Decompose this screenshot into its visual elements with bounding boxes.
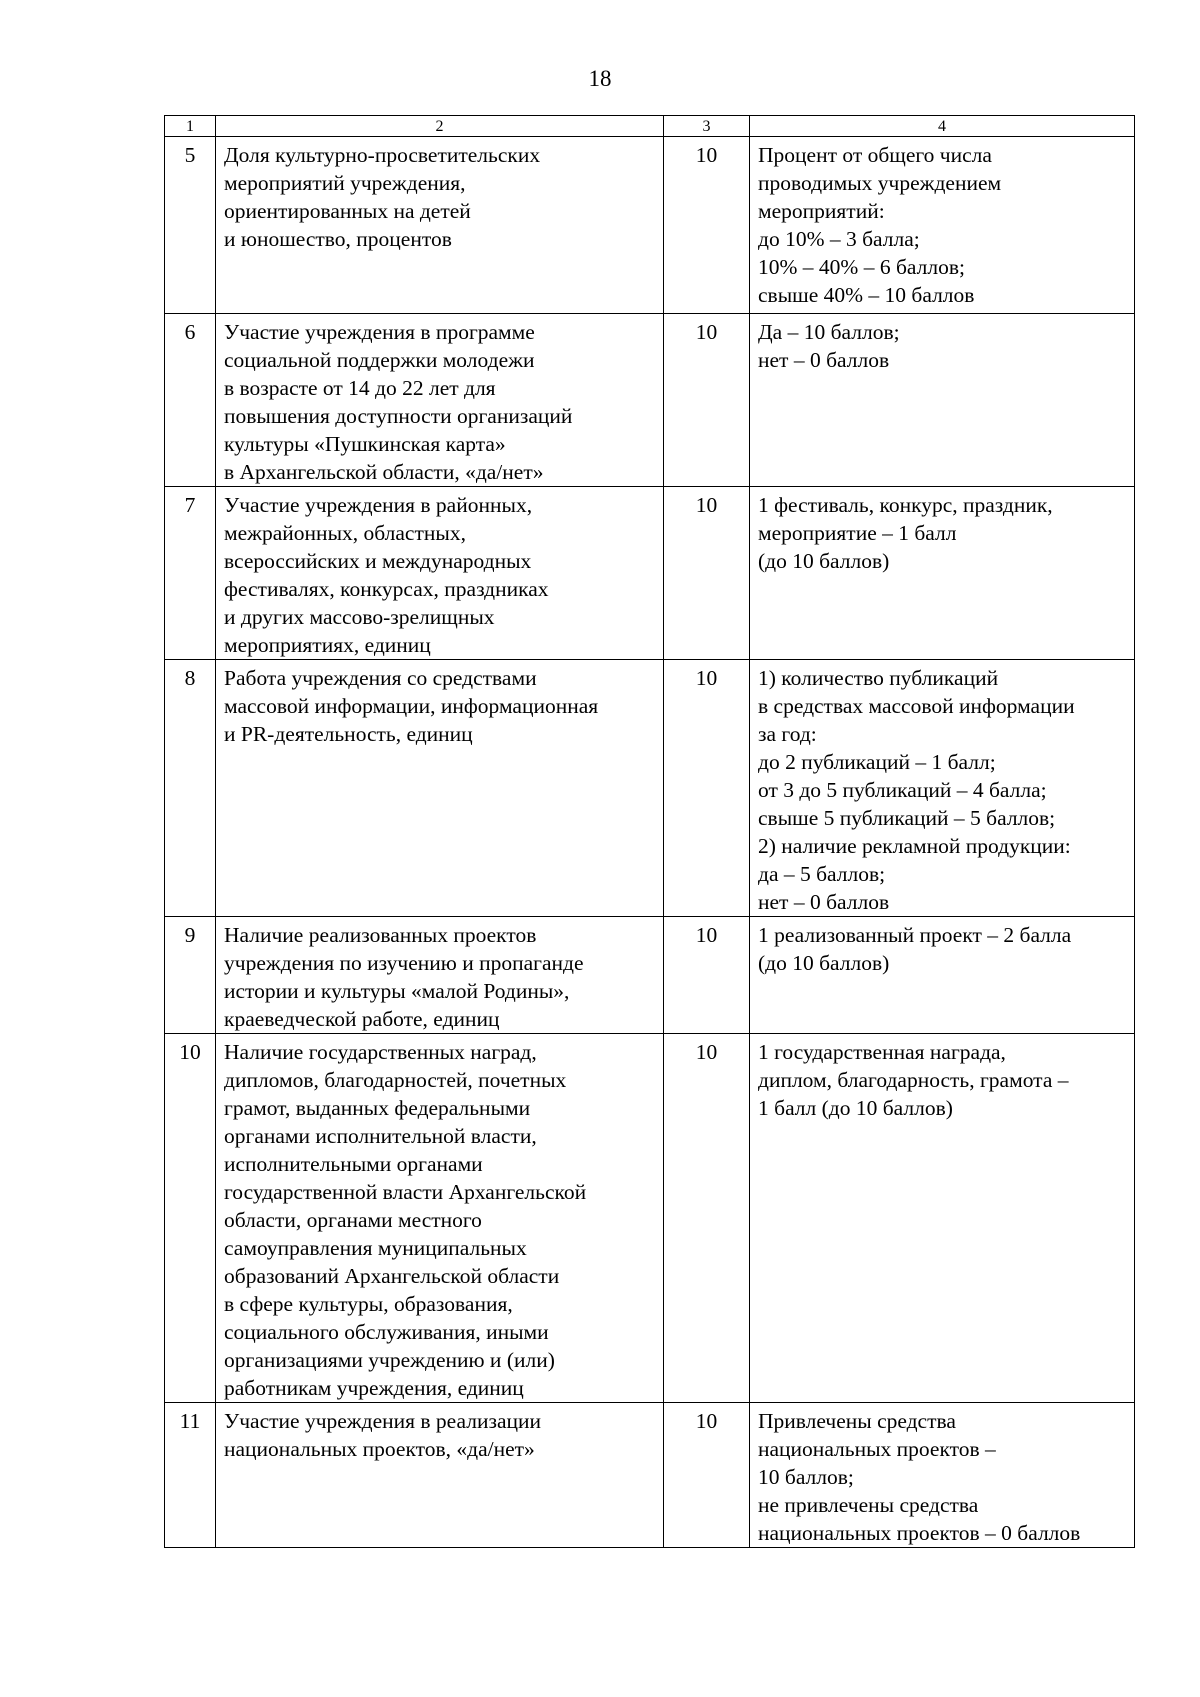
scoring-cell — [750, 314, 1135, 487]
criterion-line: учреждения по изучению и пропаганде — [224, 951, 584, 975]
row-number: 10 — [165, 1034, 216, 1403]
criterion-line: самоуправления муниципальных — [224, 1236, 527, 1260]
scoring-line: (до 10 баллов) — [758, 549, 890, 573]
criterion-line: Доля культурно-просветительских — [224, 143, 541, 167]
criterion-line: органами исполнительной власти, — [224, 1124, 537, 1148]
scoring-line: национальных проектов – — [758, 1437, 996, 1461]
scoring-line: 1 государственная награда, — [758, 1040, 1006, 1064]
criterion-line: государственной власти Архангельской — [224, 1180, 587, 1204]
criterion-cell — [216, 917, 664, 1034]
table-row — [165, 1034, 1135, 1403]
scoring-line: 2) наличие рекламной продукции: — [758, 834, 1071, 858]
max-points-cell: 10 — [664, 1034, 750, 1403]
scoring-line: нет – 0 баллов — [758, 348, 890, 372]
criterion-cell — [216, 137, 664, 314]
row-number: 9 — [165, 917, 216, 1034]
table-row — [165, 917, 1135, 1034]
criterion-cell — [216, 660, 664, 917]
table-row — [165, 1403, 1135, 1548]
criterion-line: ориентированных на детей — [224, 199, 471, 223]
scoring-line: Процент от общего числа — [758, 143, 992, 167]
scoring-line: не привлечены средства — [758, 1493, 979, 1517]
scoring-line: проводимых учреждением — [758, 171, 1002, 195]
scoring-line: мероприятие – 1 балл — [758, 521, 957, 545]
scoring-line: свыше 5 публикаций – 5 баллов; — [758, 806, 1056, 830]
scoring-line: (до 10 баллов) — [758, 951, 890, 975]
column-header-2: 2 — [216, 116, 664, 137]
scoring-line: 1 балл (до 10 баллов) — [758, 1096, 953, 1120]
criterion-line: в возрасте от 14 до 22 лет для — [224, 376, 496, 400]
scoring-cell — [750, 1403, 1135, 1548]
column-header-1: 1 — [165, 116, 216, 137]
scoring-line: в средствах массовой информации — [758, 694, 1075, 718]
table-row — [165, 660, 1135, 917]
criterion-line: межрайонных, областных, — [224, 521, 466, 545]
scoring-line: Привлечены средства — [758, 1409, 956, 1433]
scoring-line: 1 реализованный проект – 2 балла — [758, 923, 1072, 947]
scoring-cell — [750, 137, 1135, 314]
criterion-line: в сфере культуры, образования, — [224, 1292, 513, 1316]
criterion-line: всероссийских и международных — [224, 549, 532, 573]
scoring-line: от 3 до 5 публикаций – 4 балла; — [758, 778, 1047, 802]
criterion-line: Работа учреждения со средствами — [224, 666, 537, 690]
scoring-line: Да – 10 баллов; — [758, 320, 900, 344]
criterion-cell — [216, 487, 664, 660]
max-points-cell: 10 — [664, 137, 750, 314]
row-number: 7 — [165, 487, 216, 660]
criterion-line: Участие учреждения в программе — [224, 320, 535, 344]
table-row — [165, 137, 1135, 314]
criterion-line: Наличие государственных наград, — [224, 1040, 537, 1064]
criterion-cell — [216, 314, 664, 487]
max-points-cell: 10 — [664, 660, 750, 917]
criterion-line: Участие учреждения в районных, — [224, 493, 533, 517]
max-points-cell: 10 — [664, 917, 750, 1034]
scoring-line: мероприятий: — [758, 199, 885, 223]
criterion-line: и юношество, процентов — [224, 227, 452, 251]
scoring-line: 10% – 40% – 6 баллов; — [758, 255, 965, 279]
scoring-line: нет – 0 баллов — [758, 890, 890, 914]
criterion-line: социальной поддержки молодежи — [224, 348, 535, 372]
criterion-line: культуры «Пушкинская карта» — [224, 432, 506, 456]
criterion-line: мероприятиях, единиц — [224, 633, 431, 657]
criterion-line: исполнительными органами — [224, 1152, 483, 1176]
scoring-cell — [750, 1034, 1135, 1403]
criterion-line: массовой информации, информационная — [224, 694, 599, 718]
criterion-line: истории и культуры «малой Родины», — [224, 979, 570, 1003]
criterion-line: мероприятий учреждения, — [224, 171, 466, 195]
criterion-line: и PR-деятельность, единиц — [224, 722, 473, 746]
table-row — [165, 487, 1135, 660]
column-header-3: 3 — [664, 116, 750, 137]
criterion-line: социального обслуживания, иными — [224, 1320, 549, 1344]
max-points-cell: 10 — [664, 314, 750, 487]
scoring-line: 1 фестиваль, конкурс, праздник, — [758, 493, 1053, 517]
criterion-line: фестивалях, конкурсах, праздниках — [224, 577, 549, 601]
criterion-line: дипломов, благодарностей, почетных — [224, 1068, 567, 1092]
scoring-line: 10 баллов; — [758, 1465, 854, 1489]
criterion-line: в Архангельской области, «да/нет» — [224, 460, 544, 484]
criterion-line: Наличие реализованных проектов — [224, 923, 537, 947]
row-number: 8 — [165, 660, 216, 917]
scoring-cell — [750, 660, 1135, 917]
scoring-line: диплом, благодарность, грамота – — [758, 1068, 1069, 1092]
scoring-line: до 10% – 3 балла; — [758, 227, 920, 251]
criterion-line: Участие учреждения в реализации — [224, 1409, 542, 1433]
criterion-line: повышения доступности организаций — [224, 404, 573, 428]
table-header-row — [165, 116, 1135, 137]
criterion-line: грамот, выданных федеральными — [224, 1096, 531, 1120]
criterion-line: организациями учреждению и (или) — [224, 1348, 555, 1372]
criterion-line: и других массово-зрелищных — [224, 605, 495, 629]
scoring-line: 1) количество публикаций — [758, 666, 999, 690]
criterion-line: работникам учреждения, единиц — [224, 1376, 524, 1400]
max-points-cell: 10 — [664, 487, 750, 660]
criterion-line: образований Архангельской области — [224, 1264, 560, 1288]
criteria-table — [164, 115, 1135, 1548]
criterion-line: области, органами местного — [224, 1208, 482, 1232]
scoring-line: до 2 публикаций – 1 балл; — [758, 750, 996, 774]
row-number: 6 — [165, 314, 216, 487]
row-number: 5 — [165, 137, 216, 314]
scoring-cell — [750, 487, 1135, 660]
criterion-line: национальных проектов, «да/нет» — [224, 1437, 535, 1461]
row-number: 11 — [165, 1403, 216, 1548]
scoring-cell — [750, 917, 1135, 1034]
column-header-4: 4 — [750, 116, 1135, 137]
scoring-line: свыше 40% – 10 баллов — [758, 283, 975, 307]
max-points-cell: 10 — [664, 1403, 750, 1548]
criterion-line: краеведческой работе, единиц — [224, 1007, 500, 1031]
scoring-line: да – 5 баллов; — [758, 862, 886, 886]
criterion-cell — [216, 1034, 664, 1403]
table-row — [165, 314, 1135, 487]
scoring-line: за год: — [758, 722, 817, 746]
criterion-cell — [216, 1403, 664, 1548]
page-number: 18 — [588, 66, 612, 91]
scoring-line: национальных проектов – 0 баллов — [758, 1521, 1081, 1545]
